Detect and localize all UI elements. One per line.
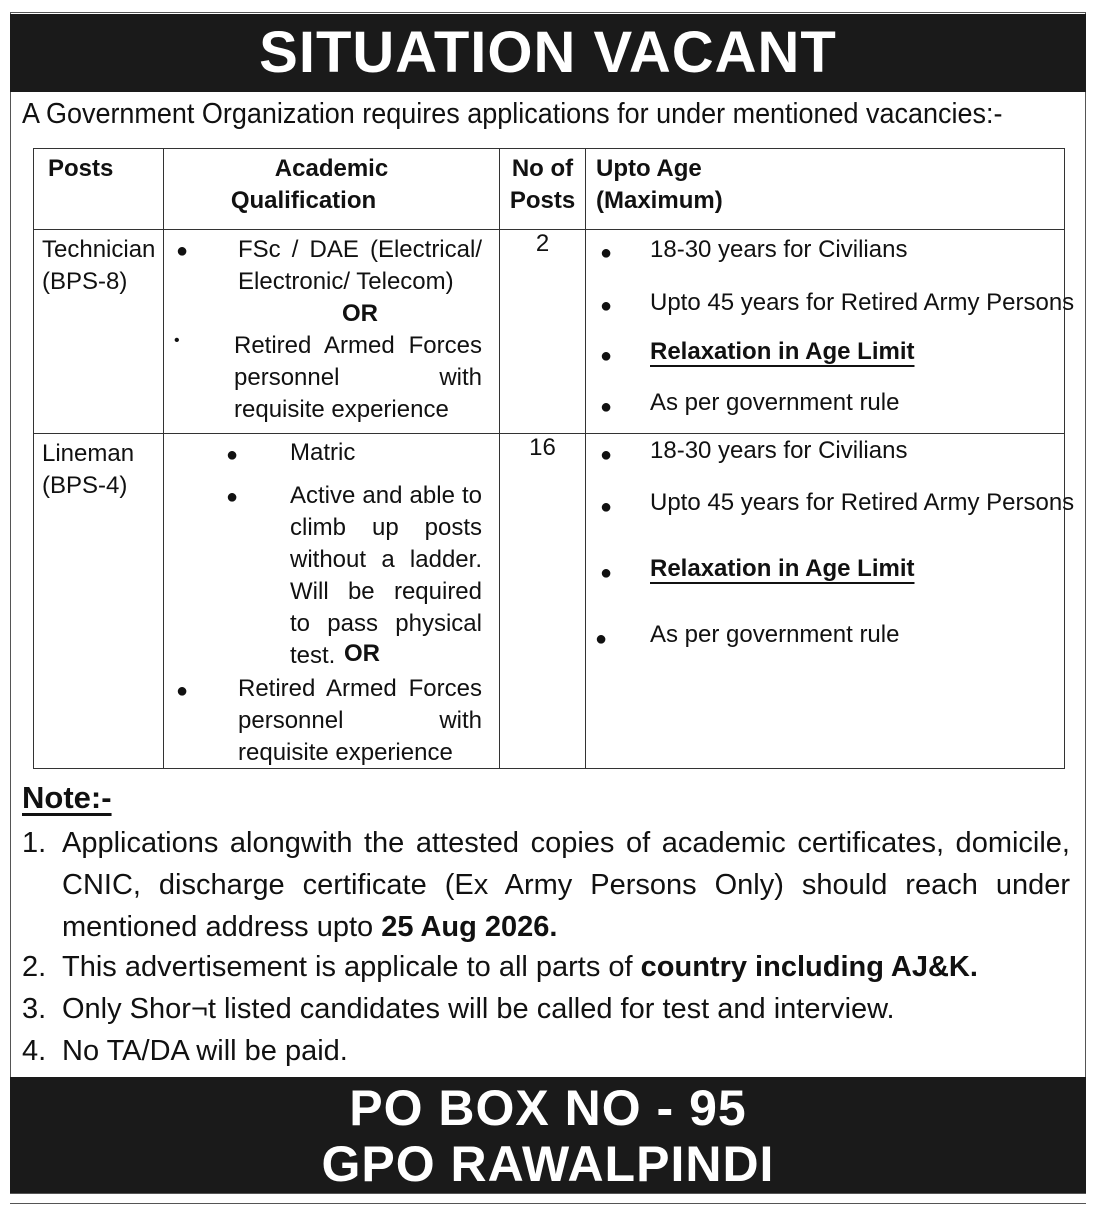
divider bbox=[10, 1203, 1086, 1204]
age-item: As per government rule bbox=[650, 621, 900, 648]
age-cell bbox=[586, 230, 1075, 434]
age-item: Upto 45 years for Retired Army Persons bbox=[650, 489, 1075, 516]
table-row bbox=[34, 434, 1065, 769]
bullet-icon: ● bbox=[595, 628, 608, 650]
note-number: 2. bbox=[22, 951, 47, 983]
qualification-item: Retired Armed Forces personnel with requisite experience bbox=[234, 332, 482, 423]
bullet-icon: ● bbox=[600, 444, 613, 466]
column-header-num-posts: No of Posts bbox=[500, 149, 586, 230]
bullet-icon: ● bbox=[600, 295, 613, 317]
age-item: As per government rule bbox=[650, 389, 900, 416]
note-number: 4. bbox=[22, 1035, 47, 1067]
intro-text: A Government Organization requires applications for under mentioned vacancies:- bbox=[22, 98, 1003, 130]
note-text: No TA/DA will be paid. bbox=[62, 1035, 348, 1067]
age-item: 18-30 years for Civilians bbox=[650, 236, 908, 263]
post-count: 2 bbox=[500, 230, 586, 434]
column-header-qualification: Academic Qualification bbox=[164, 149, 500, 230]
qualification-item: Retired Armed Forces personnel with requisite experience bbox=[238, 675, 482, 766]
note-item bbox=[22, 946, 1072, 988]
table-row bbox=[34, 230, 1065, 434]
bullet-icon: ● bbox=[176, 240, 189, 262]
bullet-icon: • bbox=[174, 332, 180, 349]
bullet-icon: ● bbox=[600, 562, 613, 584]
po-box: PO BOX NO - 95 bbox=[349, 1080, 747, 1136]
bullet-icon: ● bbox=[176, 680, 189, 702]
notes-title: Note:- bbox=[22, 780, 112, 815]
post-count: 16 bbox=[500, 434, 586, 769]
post-grade: (BPS-8) bbox=[42, 268, 128, 295]
deadline-date: 25 Aug 2026. bbox=[381, 911, 558, 943]
note-text: Applications alongwith the attested copies of academic certificates, domicile, CNIC, discharge certificate (Ex Army Persons Only) should reach under mentioned address upto 25 Aug 2026. bbox=[62, 827, 1070, 943]
note-item bbox=[22, 988, 1072, 1030]
age-relaxation: Relaxation in Age Limit bbox=[650, 338, 915, 365]
page-title: SITUATION VACANT bbox=[10, 14, 1086, 92]
gpo-city: GPO RAWALPINDI bbox=[321, 1136, 775, 1192]
post-name: Technician bbox=[42, 236, 156, 263]
address-banner bbox=[10, 1077, 1086, 1193]
table-header-row bbox=[34, 149, 1065, 230]
note-number: 3. bbox=[22, 993, 47, 1025]
bullet-icon: ● bbox=[600, 396, 613, 418]
age-cell bbox=[586, 434, 1075, 769]
bullet-icon: ● bbox=[226, 486, 239, 508]
column-header-posts: Posts bbox=[34, 149, 164, 230]
note-emphasis: country including AJ&K. bbox=[640, 951, 978, 983]
or-separator: OR bbox=[344, 640, 380, 667]
bullet-icon: ● bbox=[600, 345, 613, 367]
qualification-cell bbox=[164, 230, 500, 434]
note-text: Only Shor¬t listed candidates will be called for test and interview. bbox=[62, 993, 895, 1025]
note-item bbox=[22, 822, 1072, 948]
or-separator: OR bbox=[342, 300, 378, 327]
note-item bbox=[22, 1030, 1072, 1072]
qualification-item: Active and able to climb up posts without a ladder. Will be required to pass physical test. bbox=[290, 482, 482, 669]
qualification-cell bbox=[164, 434, 500, 769]
note-text: This advertisement is applicale to all parts of country including AJ&K. bbox=[62, 951, 978, 983]
bullet-icon: ● bbox=[600, 242, 613, 264]
column-header-age: Upto Age (Maximum) bbox=[586, 149, 1065, 230]
age-relaxation: Relaxation in Age Limit bbox=[650, 555, 915, 582]
qualification-item: FSc / DAE (Electrical/ Electronic/ Telecom) bbox=[238, 236, 482, 295]
age-item: Upto 45 years for Retired Army Persons bbox=[650, 289, 1075, 316]
age-item: 18-30 years for Civilians bbox=[650, 437, 908, 464]
bullet-icon: ● bbox=[600, 496, 613, 518]
post-cell bbox=[34, 434, 164, 769]
post-grade: (BPS-4) bbox=[42, 472, 128, 499]
bullet-icon: ● bbox=[226, 444, 239, 466]
post-name: Lineman bbox=[42, 440, 135, 467]
vacancies-table bbox=[33, 148, 1075, 769]
qualification-item: Matric bbox=[290, 439, 356, 466]
post-cell bbox=[34, 230, 164, 434]
note-number: 1. bbox=[22, 827, 47, 859]
